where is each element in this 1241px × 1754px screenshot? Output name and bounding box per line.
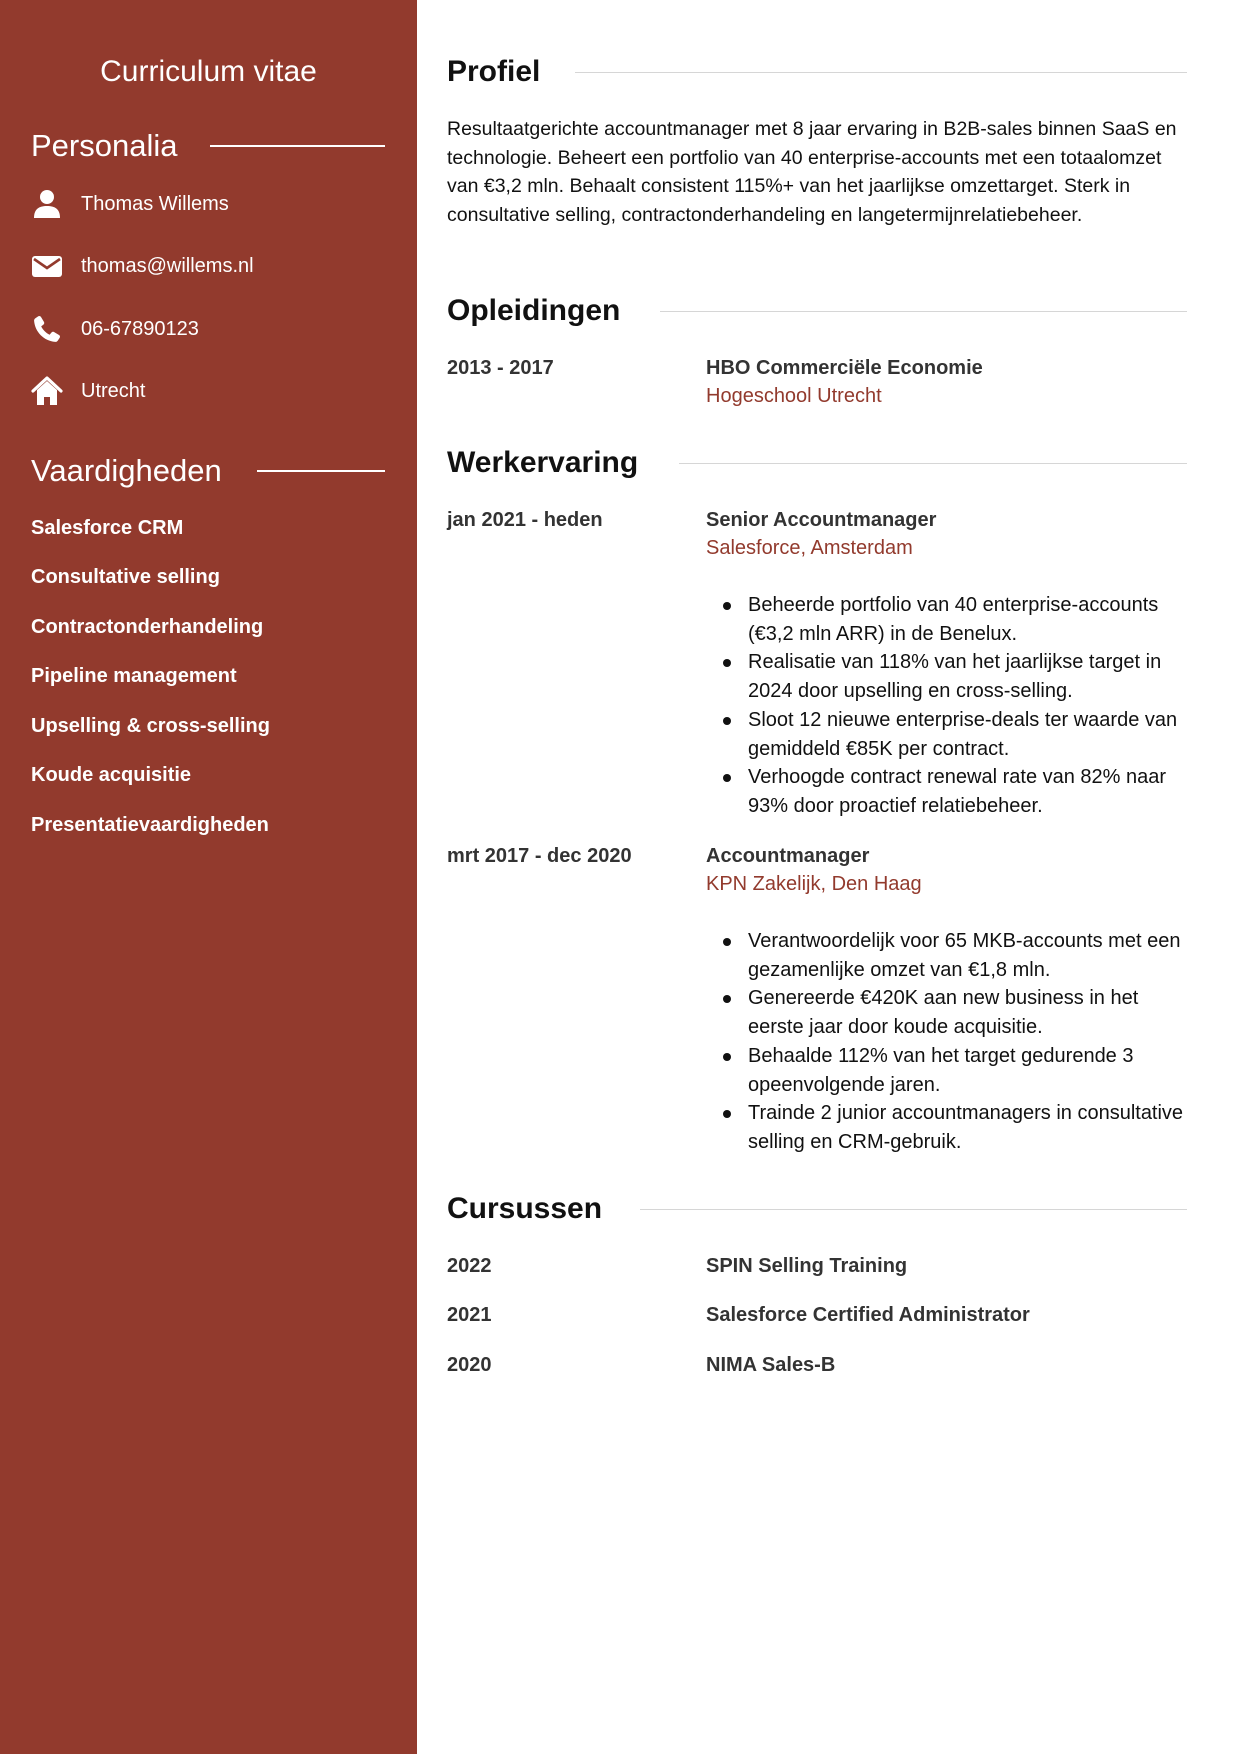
course-date: 2022	[447, 1255, 492, 1277]
sidebar	[0, 0, 417, 1754]
profile-text: Resultaatgerichte accountmanager met 8 jaar ervaring in B2B-sales binnen SaaS en technologie. Beheert een portfolio van 40 enterprise-accounts met een totaalomzet van €3,2 mln. Behaalt consistent 115%+ van het jaarlijkse omzettarget. Sterk in consultative selling, contractonderhandeling en langetermijnrelatiebeheer.	[447, 118, 1177, 226]
contact-email	[31, 248, 391, 284]
list-item: Sloot 12 nieuwe enterprise-deals ter waarde van gemiddeld €85K per contract.	[706, 706, 1187, 763]
user-icon	[31, 188, 63, 220]
experience-bullets	[706, 927, 1187, 1157]
list-item: Genereerde €420K aan new business in het eerste jaar door koude acquisitie.	[706, 984, 1187, 1041]
list-item: Beheerde portfolio van 40 enterprise-accounts (€3,2 mln ARR) in de Benelux.	[706, 591, 1187, 648]
experience-title: Accountmanager	[706, 845, 870, 867]
envelope-icon	[31, 250, 63, 282]
experience-company: KPN Zakelijk, Den Haag	[706, 873, 922, 895]
course-date: 2021	[447, 1304, 492, 1326]
list-item: Trainde 2 junior accountmanagers in consultative selling en CRM-gebruik.	[706, 1099, 1187, 1156]
personalia-heading: Personalia	[31, 128, 178, 163]
contact-name-text: Thomas Willems	[81, 192, 229, 215]
list-item: Verantwoordelijk voor 65 MKB-accounts met een gezamenlijke omzet van €1,8 mln.	[706, 927, 1187, 984]
contact-phone	[31, 311, 391, 347]
skill-item: Upselling & cross-selling	[31, 715, 270, 737]
course-title: Salesforce Certified Administrator	[706, 1304, 1030, 1326]
list-item: Verhoogde contract renewal rate van 82% naar 93% door proactief relatiebeheer.	[706, 763, 1187, 820]
profile-heading: Profiel	[447, 55, 541, 88]
list-item: Realisatie van 118% van het jaarlijkse target in 2024 door upselling en cross-selling.	[706, 648, 1187, 705]
contact-name	[31, 186, 391, 222]
course-title: NIMA Sales-B	[706, 1354, 836, 1376]
skill-item: Contractonderhandeling	[31, 616, 264, 638]
home-icon	[31, 375, 63, 407]
education-date: 2013 - 2017	[447, 357, 554, 379]
experience-date: jan 2021 - heden	[447, 509, 603, 531]
list-item: Behaalde 112% van het target gedurende 3 opeenvolgende jaren.	[706, 1042, 1187, 1099]
contact-city-text: Utrecht	[81, 379, 146, 402]
education-heading: Opleidingen	[447, 294, 621, 327]
education-title: HBO Commerciële Economie	[706, 357, 983, 379]
experience-title: Senior Accountmanager	[706, 509, 937, 531]
contact-email-text[interactable]: thomas@willems.nl	[81, 254, 254, 277]
courses-heading: Cursussen	[447, 1192, 603, 1225]
profile-divider	[575, 72, 1187, 73]
course-title: SPIN Selling Training	[706, 1255, 908, 1277]
education-school: Hogeschool Utrecht	[706, 385, 882, 407]
document-title: Curriculum vitae	[100, 55, 317, 88]
course-date: 2020	[447, 1354, 492, 1376]
education-divider	[660, 311, 1187, 312]
phone-icon	[31, 313, 63, 345]
courses-divider	[640, 1209, 1187, 1210]
skills-divider	[257, 470, 385, 472]
contact-city	[31, 373, 391, 409]
experience-company: Salesforce, Amsterdam	[706, 537, 913, 559]
experience-bullets	[706, 591, 1187, 821]
skills-heading: Vaardigheden	[31, 453, 222, 488]
personalia-divider	[210, 145, 385, 147]
skill-item: Presentatievaardigheden	[31, 814, 269, 836]
experience-divider	[679, 463, 1187, 464]
skill-item: Consultative selling	[31, 566, 220, 588]
experience-heading: Werkervaring	[447, 446, 639, 479]
skill-item: Pipeline management	[31, 665, 237, 687]
skill-item: Koude acquisitie	[31, 764, 192, 786]
experience-date: mrt 2017 - dec 2020	[447, 845, 632, 867]
skill-item: Salesforce CRM	[31, 517, 184, 539]
contact-phone-text[interactable]: 06-67890123	[81, 317, 199, 340]
